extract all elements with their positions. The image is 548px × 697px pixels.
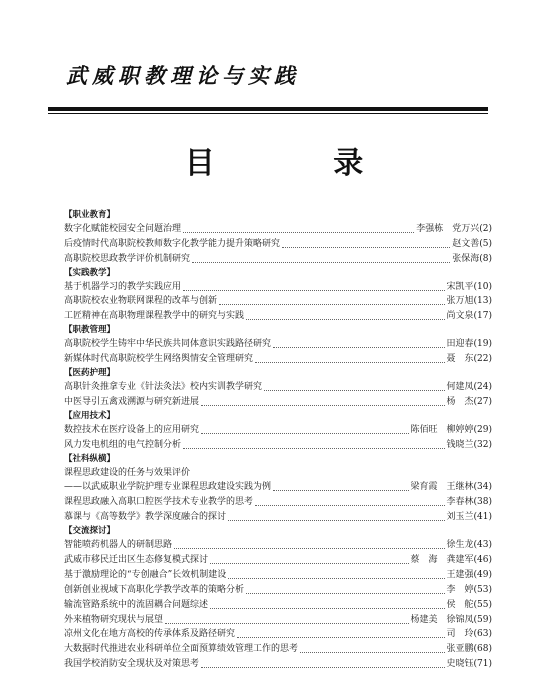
article-authors-page: 田迎春(19) bbox=[446, 339, 492, 350]
article-title: 数控技术在医疗设备上的应用研究 bbox=[64, 424, 200, 435]
dot-leader bbox=[237, 637, 445, 638]
article-authors-page: 徐生龙(43) bbox=[446, 540, 492, 551]
toc-entry bbox=[64, 294, 492, 309]
toc-entry bbox=[64, 552, 492, 567]
dot-leader bbox=[228, 578, 444, 579]
table-of-contents bbox=[64, 208, 492, 671]
article-title: 慕课与《高等数学》教学深度融合的探讨 bbox=[64, 512, 227, 523]
dot-leader bbox=[264, 390, 445, 391]
article-title: 后疫情时代高职院校教师数字化教学能力提升策略研究 bbox=[64, 238, 281, 249]
article-title: 高职院校学生铸牢中华民族共同体意识实践路径研究 bbox=[64, 339, 272, 350]
section-heading: 【实践教学】 bbox=[64, 267, 116, 278]
toc-title: 目 录 bbox=[184, 146, 418, 181]
section-heading: 【职教管理】 bbox=[64, 325, 116, 336]
article-authors-page: 张保海(8) bbox=[452, 253, 492, 264]
toc-entry bbox=[64, 308, 492, 323]
article-title: 基于机器学习的教学实践应用 bbox=[64, 281, 182, 292]
dot-leader bbox=[273, 490, 409, 491]
article-title: 我国学校消防安全现状及对策思考 bbox=[64, 659, 200, 670]
section-heading: 【医药护理】 bbox=[64, 368, 116, 379]
article-title: 智能喷药机器人的研制思路 bbox=[64, 540, 173, 551]
article-title: 风力发电机组的电气控制分析 bbox=[64, 439, 182, 450]
toc-entry bbox=[64, 480, 492, 495]
dot-leader bbox=[255, 505, 445, 506]
dot-leader bbox=[210, 563, 409, 564]
article-authors-page: 李强栋 党万兴(2) bbox=[416, 223, 492, 234]
article-authors-page: 刘玉兰(41) bbox=[446, 512, 492, 523]
article-authors-page: 尚文泉(17) bbox=[446, 311, 492, 322]
article-title: 课程思政建设的任务与效果评价 bbox=[64, 467, 191, 478]
dot-leader bbox=[183, 290, 445, 291]
article-title: 基于激励理论的“专创融合”长效机制建设 bbox=[64, 569, 227, 580]
article-title: 高职针灸推拿专业《针法灸法》校内实训教学研究 bbox=[64, 382, 263, 393]
toc-entry bbox=[64, 336, 492, 351]
dot-leader bbox=[255, 362, 445, 363]
article-title: 大数据时代推进农业科研单位全面预算绩效管理工作的思考 bbox=[64, 644, 299, 655]
toc-entry bbox=[64, 597, 492, 612]
journal-title: 武威职教理论与实践 bbox=[66, 63, 300, 88]
article-authors-page: 蔡 海 龚建军(46) bbox=[410, 555, 492, 566]
toc-entry bbox=[64, 509, 492, 524]
header-rule-thin bbox=[48, 113, 488, 114]
article-title: 新媒体时代高职院校学生网络舆情安全管理研究 bbox=[64, 354, 254, 365]
toc-entry bbox=[64, 641, 492, 656]
article-title: ——以武威职业学院护理专业课程思政建设实践为例 bbox=[64, 482, 272, 493]
article-title: 课程思政融入高职口腔医学技术专业教学的思考 bbox=[64, 497, 254, 508]
dot-leader bbox=[219, 304, 445, 305]
dot-leader bbox=[165, 623, 409, 624]
article-title: 高职院校思政教学评价机制研究 bbox=[64, 253, 191, 264]
dot-leader bbox=[282, 247, 450, 248]
section-heading: 【交流探讨】 bbox=[64, 526, 116, 537]
toc-entry bbox=[64, 537, 492, 552]
article-authors-page: 李春林(38) bbox=[446, 497, 492, 508]
article-title: 创新创业视域下高职化学教学改革的策略分析 bbox=[64, 584, 245, 595]
toc-entry bbox=[64, 567, 492, 582]
toc-entry bbox=[64, 221, 492, 236]
article-authors-page: 陈佰旺 柳婷婷(29) bbox=[410, 424, 492, 435]
dot-leader bbox=[246, 319, 445, 320]
toc-entry bbox=[64, 251, 492, 266]
toc-entry bbox=[64, 612, 492, 627]
toc-entry bbox=[64, 279, 492, 294]
section-heading: 【社科纵横】 bbox=[64, 453, 116, 464]
dot-leader bbox=[183, 448, 445, 449]
article-authors-page: 宋凯平(10) bbox=[446, 281, 492, 292]
article-authors-page: 李 婷(53) bbox=[446, 584, 492, 595]
article-title: 输流管路系统中的流固耦合问题综述 bbox=[64, 599, 209, 610]
dot-leader bbox=[246, 593, 445, 594]
dot-leader bbox=[174, 548, 445, 549]
dot-leader bbox=[201, 667, 445, 668]
toc-entry bbox=[64, 379, 492, 394]
article-authors-page: 聂 东(22) bbox=[446, 354, 492, 365]
dot-leader bbox=[210, 608, 445, 609]
toc-entry bbox=[64, 394, 492, 409]
article-title: 数字化赋能校园安全问题治理 bbox=[64, 223, 182, 234]
article-title: 中医导引五禽戏溯源与研究新进展 bbox=[64, 396, 200, 407]
header-rule-thick bbox=[48, 107, 488, 111]
article-authors-page: 史晓钰(71) bbox=[446, 659, 492, 670]
article-authors-page: 司 玲(63) bbox=[446, 629, 492, 640]
toc-entry bbox=[64, 627, 492, 642]
article-authors-page: 钱晓兰(32) bbox=[446, 439, 492, 450]
toc-entry bbox=[64, 236, 492, 251]
article-authors-page: 张万旭(13) bbox=[446, 296, 492, 307]
article-authors-page: 王建强(49) bbox=[446, 569, 492, 580]
dot-leader bbox=[183, 232, 414, 233]
dot-leader bbox=[201, 433, 409, 434]
article-authors-page: 侯 舵(55) bbox=[446, 599, 492, 610]
article-title: 武威市移民迁出区生态修复模式探讨 bbox=[64, 555, 209, 566]
toc-entry bbox=[64, 351, 492, 366]
toc-entry bbox=[64, 437, 492, 452]
article-authors-page: 赵文善(5) bbox=[452, 238, 492, 249]
dot-leader bbox=[273, 347, 445, 348]
article-authors-page: 梁育霞 王继林(34) bbox=[410, 482, 492, 493]
toc-entry bbox=[64, 494, 492, 509]
dot-leader bbox=[201, 405, 445, 406]
section-heading: 【职业教育】 bbox=[64, 210, 116, 220]
dot-leader bbox=[300, 652, 445, 653]
article-title: 凉州文化在地方高校的传承体系及路径研究 bbox=[64, 629, 236, 640]
article-authors-page: 张亚鹏(68) bbox=[446, 644, 492, 655]
toc-entry bbox=[64, 656, 492, 671]
dot-leader bbox=[192, 262, 450, 263]
dot-leader bbox=[228, 520, 445, 521]
article-authors-page: 杨 杰(27) bbox=[446, 396, 492, 407]
toc-entry bbox=[64, 582, 492, 597]
toc-entry bbox=[64, 465, 492, 480]
article-authors-page: 杨建美 徐锦凤(59) bbox=[410, 614, 492, 625]
article-title: 外来植物研究现状与展望 bbox=[64, 614, 164, 625]
article-title: 工匠精神在高职物理课程教学中的研究与实践 bbox=[64, 311, 245, 322]
article-title: 高职院校农业物联网课程的改革与创新 bbox=[64, 296, 218, 307]
toc-entry bbox=[64, 422, 492, 437]
article-authors-page: 何建凤(24) bbox=[446, 382, 492, 393]
section-heading: 【应用技术】 bbox=[64, 410, 116, 421]
